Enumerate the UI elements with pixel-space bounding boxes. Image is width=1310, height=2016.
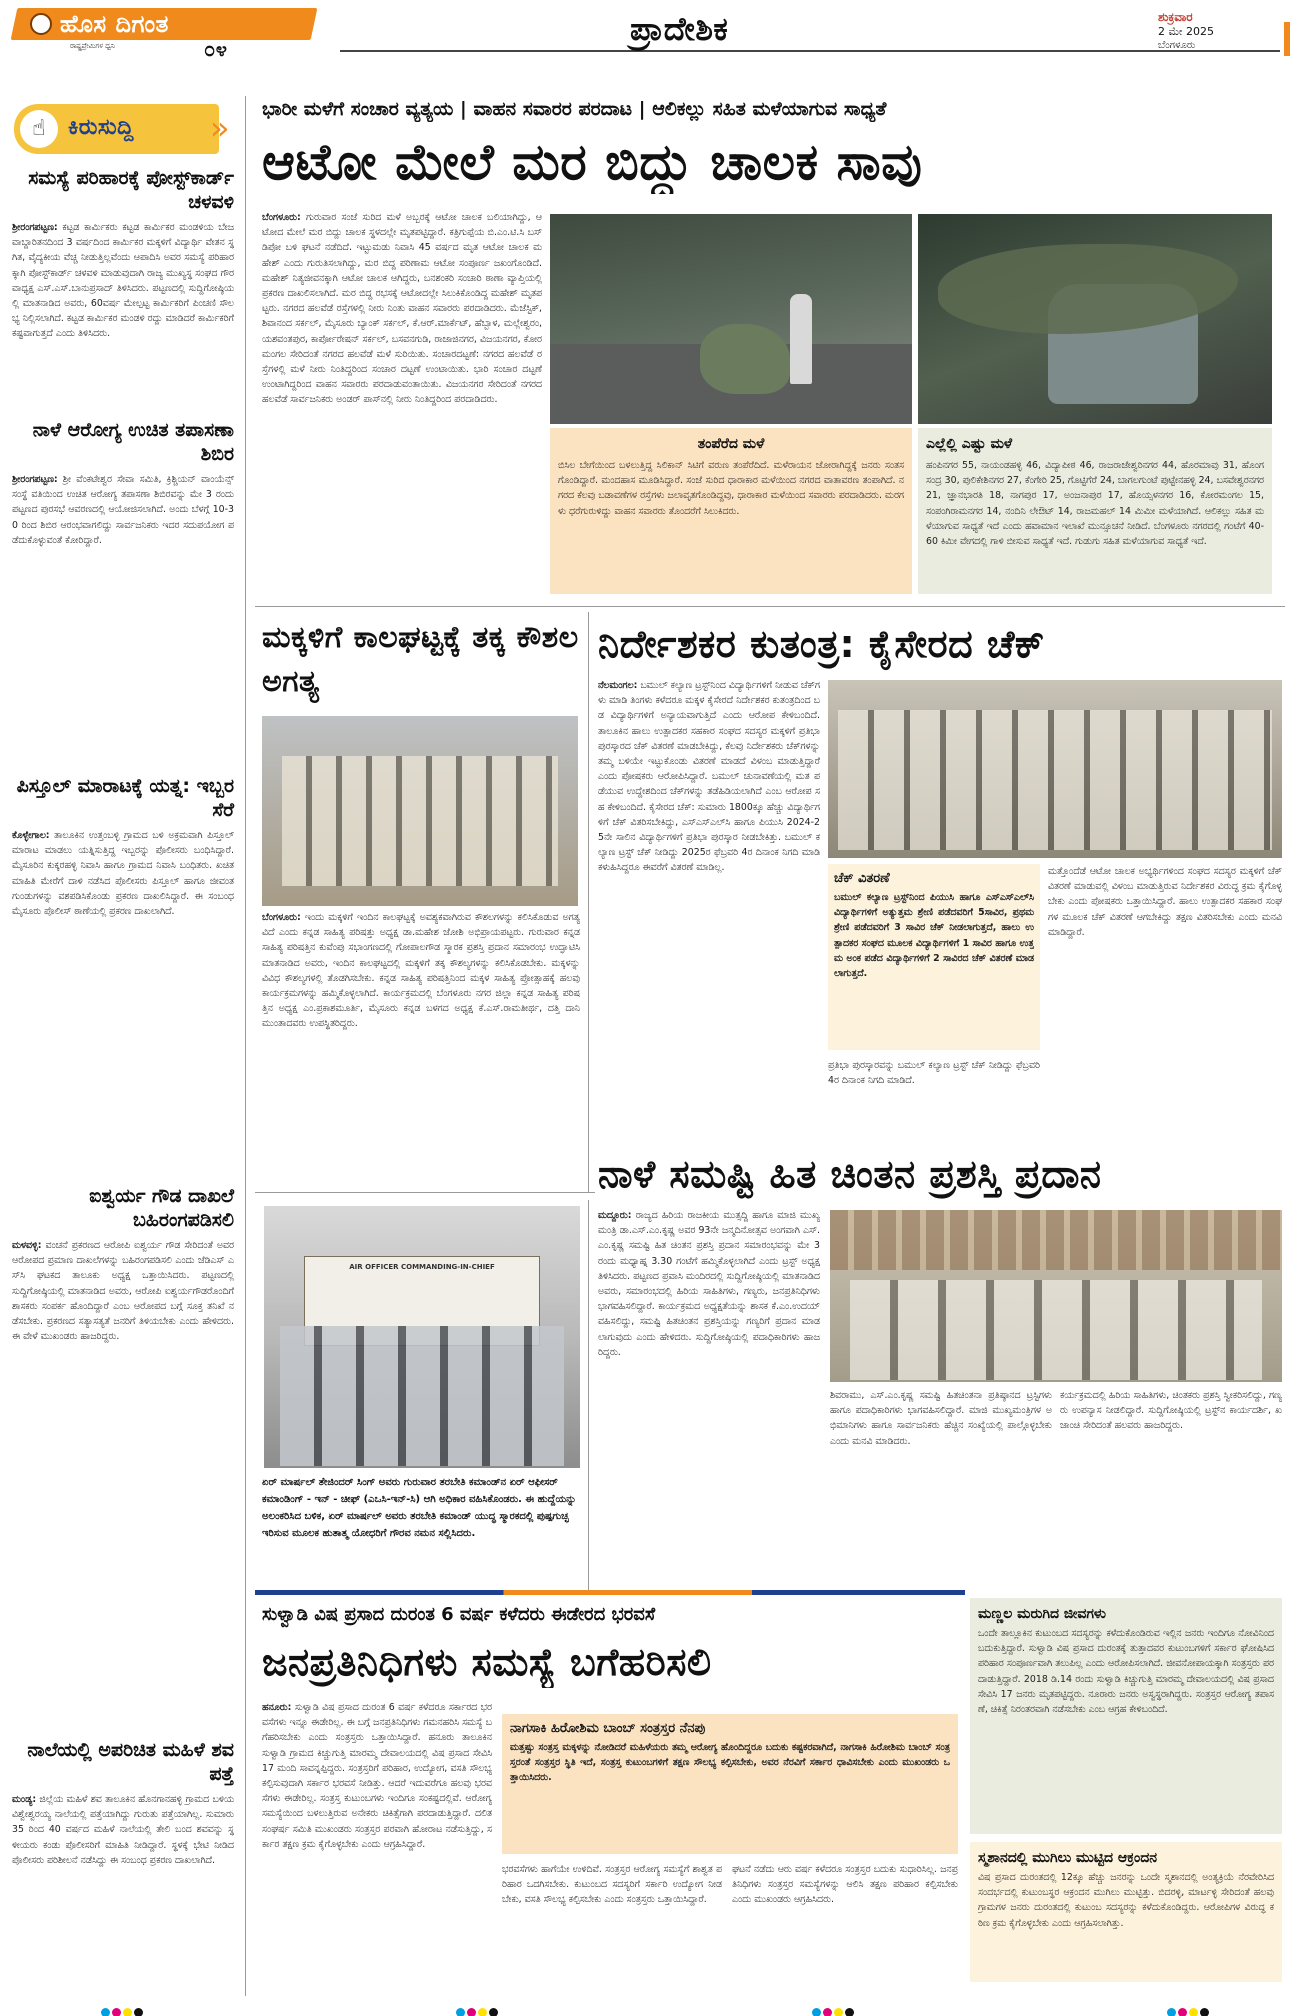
lives-box-body: ಒಂದೇ ತಾಲ್ಲೂಕಿನ ಕುಟುಂಬದ ಸದಸ್ಯರನ್ನು ಕಳೆದುಕೊಂಡಿರುವ ಇಲ್ಲಿನ ಜನರು ಇಂದಿಗೂ ನೋವಿನಿಂದ ಬದುಕುತ್ತಿದ್ದಾರೆ. ಸುಳ್ವಾಡಿ ವಿಷ ಪ್ರಸಾದ ದುರಂತಕ್ಕೆ ತುತ್ತಾದವರ ಕುಟುಂಬಗಳಿಗೆ ಸರ್ಕಾರ ಘೋಷಿಸಿದ ಪರಿಹಾರ ಸಂಪೂರ್ಣವಾಗಿ ತಲುಪಿಲ್ಲ ಎಂದು ಆರೋಪಿಸಲಾಗಿದೆ. ಜೀವನೋಪಾಯಕ್ಕಾಗಿ ಸಂತ್ರಸ್ತರು ಪರದಾಡುತ್ತಿದ್ದಾರೆ. 2018 ಡಿ.14 ರಂದು ಸುಳ್ವಾಡಿ ಕಿಚ್ಚುಗುತ್ತಿ ಮಾರಮ್ಮ ದೇವಾಲಯದಲ್ಲಿ ವಿಷ ಪ್ರಸಾದ ಸೇವಿಸಿ 17 ಜನರು ಮೃತಪಟ್ಟಿದ್ದರು. ನೂರಾರು ಜನರು ಅಸ್ವಸ್ಥರಾಗಿದ್ದರು. ಸಂತ್ರಸ್ತರ ಆರೋಗ್ಯ ತಪಾಸಣೆ, ಚಿಕಿತ್ಸೆ ನಿರಂತರವಾಗಿ ನಡೆಸಬೇಕು ಎಂಬ ಆಗ್ರಹ ಕೇಳಿಬಂದಿದೆ. bbox=[978, 1628, 1274, 1716]
brief-item bbox=[12, 166, 234, 456]
brief-item-title: ಐಶ್ವರ್ಯ ಗೌಡ ದಾಖಲೆ ಬಹಿರಂಗಪಡಿಸಲಿ bbox=[89, 1185, 234, 1231]
section-rule bbox=[255, 606, 1285, 607]
cheque-box-title: ಚೆಕ್ ವಿತರಣೆ bbox=[834, 871, 890, 886]
rain-box-where-body: ಹಂಪಿನಗರ 55, ನಾಯಂಡಹಳ್ಳಿ 46, ವಿದ್ಯಾಪೀಠ 46, ರಾಜರಾಜೇಶ್ವರಿನಗರ 44, ಹೊರಮಾವು 31, ಹೊಂಗಸಂದ್ರ 30, ಪುಲಿಕೇಶಿನಗರ 27, ಕೆಂಗೇರಿ 25, ಗೊಟ್ಟಿಗೆರೆ 24, ಬಾಗಲಗುಂಟೆ ಪುಟ್ಟೇನಹಳ್ಳಿ 24, ಬಸವೇಶ್ವರನಗರ 21, ಜ್ಞಾನಭಾರತಿ 18, ನಾಗಪುರ 17, ಅಂಜನಾಪುರ 17, ಹೊಯ್ಸಳನಗರ 16, ಕೋರಮಂಗಲ 15, ಸಂಪಂಗಿರಾಮನಗರ 14, ನಂದಿನಿ ಲೇಔಟ್ 14, ರಾಜಮಹಲ್ 14 ಮಿಮೀ ಮಳೆಯಾಗಿದೆ. ಆಲಿಕಲ್ಲು ಸಹಿತ ಮಳೆಯಾಗುವ ಸಾಧ್ಯತೆ ಇದೆ ಎಂದು ಹವಾಮಾನ ಇಲಾಖೆ ಮುನ್ಸೂಚನೆ ನೀಡಿದೆ. ಬೆಂಗಳೂರು ನಗರದಲ್ಲಿ ಗಂಟೆಗೆ 40-60 ಕಿಮೀ ವೇಗದಲ್ಲಿ ಗಾಳಿ ಬೀಸುವ ಸಾಧ್ಯತೆ ಇದೆ. ಗುಡುಗು ಸಹಿತ ಮಳೆಯಾಗುವ ಸಾಧ್ಯತೆ ಇದೆ. bbox=[926, 460, 1264, 548]
lives-box bbox=[970, 1598, 1282, 1834]
brief-item-text: ಶ್ರೀ ವೆಂಕಟೇಶ್ವರ ಸೇವಾ ಸಮಿತಿ, ಕ್ರಿಶ್ಚಿಯನ್ ವಾಂಯೆನ್ಸ್ ಸಂಸ್ಥೆ ವತಿಯಿಂದ ಉಚಿತ ಆರೋಗ್ಯ ತಪಾಸಣಾ ಶಿಬಿರವನ್ನು ಮೇ 3 ರಂದು ಪಟ್ಟಣದ ಪುರಸಭೆ ಆವರಣದಲ್ಲಿ ಆಯೋಜಿಸಲಾಗಿದೆ. ಅಂದು ಬೆಳಗ್ಗೆ 10-30 ರಿಂದ ಶಿಬಿರ ಆರಂಭವಾಗಲಿದ್ದು ಸಾರ್ವಜನಿಕರು ಇದರ ಸದುಪಯೋಗ ಪಡೆದುಕೊಳ್ಳುವಂತೆ ಕೋರಿದ್ದಾರೆ. bbox=[12, 474, 234, 546]
photo-bookshelf bbox=[830, 1210, 1282, 1270]
print-dots bbox=[100, 2002, 144, 2014]
page-number: ೦೪ bbox=[204, 37, 228, 61]
print-dots bbox=[455, 2002, 499, 2014]
hand-pointer-icon: ☝ bbox=[20, 110, 58, 148]
brief-item-body bbox=[12, 828, 234, 1232]
logo-text: ಹೊಸ ದಿಗಂತ bbox=[60, 10, 169, 38]
poison-dateline: ಹನೂರು: bbox=[262, 1702, 292, 1713]
print-dots bbox=[811, 2002, 855, 2014]
section-rule bbox=[255, 1192, 595, 1193]
skills-dateline: ಬೆಂಗಳೂರು: bbox=[262, 912, 301, 923]
brief-item-dateline: ಮಳವಳ್ಳಿ: bbox=[12, 1240, 42, 1251]
cemetery-box-body: ವಿಷ ಪ್ರಸಾದ ದುರಂತದಲ್ಲಿ 12ಕ್ಕೂ ಹೆಚ್ಚು ಜನರನ್ನು ಒಂದೇ ಸ್ಮಶಾನದಲ್ಲಿ ಅಂತ್ಯಕ್ರಿಯೆ ನೆರವೇರಿಸಿದ ಸಂದರ್ಭದಲ್ಲಿ ಕುಟುಂಬಸ್ಥರ ಆಕ್ರಂದನ ಮುಗಿಲು ಮುಟ್ಟಿತ್ತು. ಬಿದರಳ್ಳಿ, ಮಾರ್ಟಳ್ಳಿ ಸೇರಿದಂತೆ ಹಲವು ಗ್ರಾಮಗಳ ಜನರು ದುರಂತದಲ್ಲಿ ಕುಟುಂಬ ಸದಸ್ಯರನ್ನು ಕಳೆದುಕೊಂಡಿದ್ದರು. ಆರೋಪಿಗಳ ವಿರುದ್ಧ ಕಠಿಣ ಕ್ರಮ ಕೈಗೊಳ್ಳಬೇಕು ಎಂದು ಆಗ್ರಹಿಸಲಾಗಿತ್ತು. bbox=[978, 1872, 1274, 1929]
brief-item-title: ಪಿಸ್ತೂಲ್ ಮಾರಾಟಕ್ಕೆ ಯತ್ನ: ಇಬ್ಬರ ಸೆರೆ bbox=[16, 775, 234, 821]
skills-headline: ಮಕ್ಕಳಿಗೆ ಕಾಲಘಟ್ಟಕ್ಕೆ ತಕ್ಕ ಕೌಶಲ ಅಗತ್ಯ bbox=[262, 620, 579, 699]
date-block bbox=[1158, 10, 1278, 52]
brief-item-dateline: ಕೊಳ್ಳೇಗಾಲ: bbox=[12, 830, 50, 841]
brief-item-text: ಕಟ್ಟಡ ಕಾರ್ಮಿಕರು ಕಟ್ಟಡ ಕಾರ್ಮಿಕರ ಮಂಡಳಿಯ ಬೇಜವಾಬ್ದಾರಿತನದಿಂದ 3 ವರ್ಷದಿಂದ ಕಾರ್ಮಿಕರ ಮಕ್ಕಳಿಗೆ ವಿದ್ಯಾರ್ಥಿ ವೇತನ ಸ್ಥಗಿತ, ವೈದ್ಯಕೀಯ ವೆಚ್ಚ ನೀಡುತ್ತಿಲ್ಲವೆಂದು ಆಪಾದಿಸಿ ಅವರ ಸಮಸ್ಯೆ ಪರಿಹಾರಕ್ಕಾಗಿ ಪೋಸ್ಟ್‌ಕಾರ್ಡ್ ಚಳವಳಿ ಮಾಡುವುದಾಗಿ ರಾಜ್ಯ ಮುಖ್ಯಸ್ಥ ಸಂಘದ ಗೌರವಾಧ್ಯಕ್ಷ ಎಸ್.ಎಸ್.ಬಾನುಪ್ರಸಾದ್ ತಿಳಿಸಿದರು. ಪಟ್ಟಣದಲ್ಲಿ ಸುದ್ದಿಗೋಷ್ಠಿಯಲ್ಲಿ ಮಾತನಾಡಿದ ಅವರು, 60ವರ್ಷ ಮೇಲ್ಪಟ್ಟ ಕಾರ್ಮಿಕರಿಗೆ ಪಿಂಚಣಿ ಸೌಲಭ್ಯ ನಿಲ್ಲಿಸಲಾಗಿದೆ. ಕಟ್ಟಡ ಕಾರ್ಮಿಕರ ಮಂಡಳಿ ರದ್ದು ಮಾಡಿದರೆ ಕಾರ್ಮಿಕರಿಗೆ ಕಷ್ಟವಾಗುತ್ತದೆ ಎಂದು ತಿಳಿಸಿದರು. bbox=[12, 222, 234, 340]
rain-box-where bbox=[918, 428, 1272, 594]
brief-item bbox=[12, 1184, 234, 1684]
poison-box-body: ಮತ್ತಷ್ಟು ಸಂತ್ರಸ್ತ ಮಕ್ಕಳನ್ನು ನೋಡಿದರೆ ಮಹಿಳೆಯರು ತಮ್ಮ ಆರೋಗ್ಯ ಹೊಂದಿದ್ದರೂ ಬದುಕು ಕಷ್ಟಕರವಾಗಿದೆ, ನಾಗಸಾಕಿ ಹಿರೋಶಿಮ ಬಾಂಬ್ ಸಂತ್ರಸ್ತರಂತೆ ಸಂತ್ರಸ್ತರ ಸ್ಥಿತಿ ಇದೆ, ಸಂತ್ರಸ್ತ ಕುಟುಂಬಗಳಿಗೆ ತಕ್ಷಣ ಸೌಲಭ್ಯ ಕಲ್ಪಿಸಬೇಕು, ಅವರ ನೆರವಿಗೆ ಸರ್ಕಾರ ಧಾವಿಸಬೇಕು ಎಂದು ಮುಖಂಡರು ಒತ್ತಾಯಿಸಿದರು. bbox=[510, 1742, 950, 1784]
brief-label-badge bbox=[14, 104, 232, 154]
brief-item-dateline: ಮಂಡ್ಯ: bbox=[12, 1794, 37, 1805]
lead-photo-crushed-auto bbox=[918, 214, 1272, 424]
brief-item-body bbox=[12, 1238, 234, 1684]
col-divider bbox=[588, 1200, 589, 1590]
photo-foliage bbox=[700, 324, 790, 394]
cheque-body bbox=[598, 678, 820, 1136]
photo-officers bbox=[280, 1326, 564, 1466]
iaf-board-text: AIR OFFICER COMMANDING-IN-CHIEF bbox=[349, 1263, 495, 1271]
col-divider bbox=[245, 96, 246, 1996]
rain-box-cool bbox=[550, 428, 912, 594]
print-marks bbox=[100, 2002, 1210, 2014]
skills-body-text: ಇಂದು ಮಕ್ಕಳಿಗೆ ಇಂದಿನ ಕಾಲಘಟ್ಟಕ್ಕೆ ಅವಶ್ಯಕವಾಗಿರುವ ಕೌಶಲಗಳನ್ನು ಕಲಿಸಿಕೊಡುವ ಅಗತ್ಯವಿದೆ ಎಂದು ಕನ್ನಡ ಸಾಹಿತ್ಯ ಪರಿಷತ್ತು ಅಧ್ಯಕ್ಷ ಡಾ.ಮಹೇಶ ಜೋಶಿ ಅಭಿಪ್ರಾಯಪಟ್ಟರು. ಗುರುವಾರ ಕನ್ನಡ ಸಾಹಿತ್ಯ ಪರಿಷತ್ತಿನ ಕುವೆಂಪು ಸಭಾಂಗಣದಲ್ಲಿ ಗೋಪಾಲಗೌಡ ಸ್ಮಾರಕ ಪ್ರಶಸ್ತಿ ಪ್ರದಾನ ಸಮಾರಂಭ ಉದ್ಘಾಟಿಸಿ ಮಾತನಾಡಿದ ಅವರು, ಇಂದಿನ ಕಾಲಘಟ್ಟದಲ್ಲಿ ಮಕ್ಕಳಿಗೆ ತಕ್ಕ ಕೌಶಲ್ಯಗಳನ್ನು ಕಲಿಸಿಕೊಡಬೇಕು. ಮಕ್ಕಳನ್ನು ವಿವಿಧ ಕೌಶಲ್ಯಗಳಲ್ಲಿ ತೊಡಗಿಸಬೇಕು. ಕನ್ನಡ ಸಾಹಿತ್ಯ ಪರಿಷತ್ತಿನಿಂದ ಮಕ್ಕಳ ಸಾಹಿತ್ಯ ಪ್ರೋತ್ಸಾಹಕ್ಕೆ ಹಲವು ಕಾರ್ಯಕ್ರಮಗಳನ್ನು ಹಮ್ಮಿಕೊಳ್ಳಲಾಗಿದೆ. ಕಾರ್ಯಕ್ರಮದಲ್ಲಿ ಬೆಂಗಳೂರು ನಗರ ಜಿಲ್ಲಾ ಕನ್ನಡ ಸಾಹಿತ್ಯ ಪರಿಷತ್ತಿನ ಅಧ್ಯಕ್ಷ ಎಂ.ಪ್ರಕಾಶಮೂರ್ತಿ, ಮೈಸೂರು ಕನ್ನಡ ಬಳಗದ ಅಧ್ಯಕ್ಷ ಕೆ.ಎಸ್.ರಾಮತೀರ್ಥ, ದತ್ತಿ ದಾನಿ ಮುಂತಾದವರು ಉಪಸ್ಥಿತರಿದ್ದರು. bbox=[262, 912, 580, 1030]
brief-item-dateline: ಶ್ರೀರಂಗಪಟ್ಟಣ: bbox=[12, 222, 58, 233]
city-label: ಬೆಂಗಳೂರು bbox=[1158, 40, 1196, 51]
award-body-text: ರಾಜ್ಯದ ಹಿರಿಯ ರಾಜಕೀಯ ಮುತ್ಸದ್ದಿ ಹಾಗೂ ಮಾಜಿ ಮುಖ್ಯಮಂತ್ರಿ ಡಾ.ಎಸ್.ಎಂ.ಕೃಷ್ಣ ಅವರ 93ನೇ ಜನ್ಮದಿನೋತ್ಸವ ಅಂಗವಾಗಿ ಎಸ್.ಎಂ.ಕೃಷ್ಣ ಸಮಷ್ಟಿ ಹಿತ ಚಿಂತನ ಪ್ರಶಸ್ತಿ ಪ್ರದಾನ ಸಮಾರಂಭವನ್ನು ಮೇ 3 ರಂದು ಮಧ್ಯಾಹ್ನ 3.30 ಗಂಟೆಗೆ ಹಮ್ಮಿಕೊಳ್ಳಲಾಗಿದೆ ಎಂದು ಟ್ರಸ್ಟ್ ಅಧ್ಯಕ್ಷ ತಿಳಿಸಿದರು. ಪಟ್ಟಣದ ಪ್ರವಾಸಿ ಮಂದಿರದಲ್ಲಿ ಸುದ್ದಿಗೋಷ್ಠಿಯಲ್ಲಿ ಮಾತನಾಡಿದ ಅವರು, ಸಮಾರಂಭದಲ್ಲಿ ಹಿರಿಯ ಸಾಹಿತಿಗಳು, ಗಣ್ಯರು, ಜನಪ್ರತಿನಿಧಿಗಳು ಭಾಗವಹಿಸಲಿದ್ದಾರೆ. ಕಾರ್ಯಕ್ರಮದ ಅಧ್ಯಕ್ಷತೆಯನ್ನು ಶಾಸಕ ಕೆ.ಎಂ.ಉದಯ್ ವಹಿಸಲಿದ್ದು, ಸಮಷ್ಟಿ ಹಿತಚಿಂತನ ಪ್ರಶಸ್ತಿಯನ್ನು ಗಣ್ಯರಿಗೆ ಪ್ರದಾನ ಮಾಡಲಾಗುವುದು ಎಂದು ಹೇಳಿದರು. ಸುದ್ದಿಗೋಷ್ಠಿಯಲ್ಲಿ ಪದಾಧಿಕಾರಿಗಳು ಹಾಜರಿದ್ದರು. bbox=[598, 1210, 820, 1358]
brief-item-text: ತಾಲೂಕಿನ ಉತ್ತಂಬಳ್ಳಿ ಗ್ರಾಮದ ಬಳಿ ಅಕ್ರಮವಾಗಿ ಪಿಸ್ತೂಲ್ ಮಾರಾಟ ಮಾಡಲು ಯತ್ನಿಸುತ್ತಿದ್ದ ಇಬ್ಬರನ್ನು ಪೊಲೀಸರು ಬಂಧಿಸಿದ್ದಾರೆ. ಮೈಸೂರಿನ ಕುಕ್ಕರಹಳ್ಳಿ ನಿವಾಸಿ ಹಾಗೂ ಗ್ರಾಮದ ನಿವಾಸಿ ಬಂಧಿತರು. ಖಚಿತ ಮಾಹಿತಿ ಮೇರೆಗೆ ದಾಳಿ ನಡೆಸಿದ ಪೊಲೀಸರು ಪಿಸ್ತೂಲ್ ಹಾಗೂ ಜೀವಂತ ಗುಂಡುಗಳನ್ನು ವಶಪಡಿಸಿಕೊಂಡು ಪ್ರಕರಣ ದಾಖಲಿಸಿದ್ದಾರೆ. ಈ ಸಂಬಂಧ ಮೈಸೂರು ಪೊಲೀಸ್ ಠಾಣೆಯಲ್ಲಿ ಪ್ರಕರಣ ದಾಖಲಾಗಿದೆ. bbox=[12, 830, 234, 918]
brief-label: ಕಿರುಸುದ್ದಿ bbox=[68, 115, 134, 140]
brief-item-title: ನಾಲೆಯಲ್ಲಿ ಅಪರಿಚಿತ ಮಹಿಳೆ ಶವ ಪತ್ತೆ bbox=[27, 1739, 234, 1785]
cheque-body-text: ಬಮುಲ್ ಕಲ್ಯಾಣ ಟ್ರಸ್ಟ್‌ನಿಂದ ವಿದ್ಯಾರ್ಥಿಗಳಿಗೆ ನೀಡುವ ಚೆಕ್‌ಗಳು ಮಾಡಿ ತಿಂಗಳು ಕಳೆದರೂ ಮಕ್ಕಳ ಕೈಸೇರದೆ ನಿರ್ದೇಶಕರ ಕುತಂತ್ರದಿಂದ ಬಡ ವಿದ್ಯಾರ್ಥಿಗಳಿಗೆ ಅನ್ಯಾಯವಾಗುತ್ತಿದೆ ಎಂದು ಆರೋಪ ಕೇಳಿಬಂದಿದೆ. ತಾಲೂಕಿನ ಹಾಲು ಉತ್ಪಾದಕರ ಸಹಕಾರ ಸಂಘದ ಸದಸ್ಯರ ಮಕ್ಕಳಿಗೆ ಪ್ರತಿಭಾ ಪುರಸ್ಕಾರದ ಚೆಕ್ ವಿತರಣೆ ಮಾಡಬೇಕಿದ್ದು, ಕೆಲವು ನಿರ್ದೇಶಕರು ಚೆಕ್‌ಗಳನ್ನು ತಮ್ಮ ಬಳಿಯೇ ಇಟ್ಟುಕೊಂಡು ವಿತರಣೆ ಮಾಡದೆ ವಿಳಂಬ ಮಾಡುತ್ತಿದ್ದಾರೆ ಎಂದು ಪೋಷಕರು ಆರೋಪಿಸಿದ್ದಾರೆ. ಬಮುಲ್ ಚುನಾವಣೆಯಲ್ಲಿ ಮತ ಪಡೆಯುವ ಉದ್ದೇಶದಿಂದ ಚೆಕ್‌ಗಳನ್ನು ತಡೆಹಿಡಿಯಲಾಗಿದೆ ಎಂಬ ಆರೋಪ ಸಹ ಕೇಳಿಬಂದಿದೆ. ಕೈಸೇರದ ಚೆಕ್: ಸುಮಾರು 1800ಕ್ಕೂ ಹೆಚ್ಚು ವಿದ್ಯಾರ್ಥಿಗಳಿಗೆ ಚೆಕ್ ವಿತರಿಸಬೇಕಿದ್ದು, ಎಸ್‌ಎಸ್‌ಎಲ್‌ಸಿ ಹಾಗೂ ಪಿಯುಸಿ 2024-25ನೇ ಸಾಲಿನ ವಿದ್ಯಾರ್ಥಿಗಳಿಗೆ ಪ್ರತಿಭಾ ಪುರಸ್ಕಾರ ನೀಡಬೇಕಿತ್ತು. ಬಮುಲ್ ಕಲ್ಯಾಣ ಟ್ರಸ್ಟ್ ಚೆಕ್ ನೀಡಿದ್ದು 2025ರ ಫೆಬ್ರವರಿ 4ರ ದಿನಾಂಕ ನಿಗದಿ ಮಾಡಿ ಕಳುಹಿಸಿದ್ದರೂ ಈವರೆಗೆ ವಿತರಣೆ ಮಾಡಿಲ್ಲ. bbox=[598, 680, 820, 874]
award-headline: ನಾಳೆ ಸಮಷ್ಟಿ ಹಿತ ಚಿಂತನ ಪ್ರಶಸ್ತಿ ಪ್ರದಾನ bbox=[598, 1152, 1102, 1196]
col-divider bbox=[588, 612, 589, 1192]
skills-photo-award-ceremony bbox=[262, 716, 578, 906]
lead-kicker: ಭಾರೀ ಮಳೆಗೆ ಸಂಚಾರ ವ್ಯತ್ಯಯ | ವಾಹನ ಸವಾರರ ಪರದಾಟ | ಆಲಿಕಲ್ಲು ಸಹಿತ ಮಳೆಯಾಗುವ ಸಾಧ್ಯತೆ bbox=[262, 98, 887, 120]
brief-item bbox=[12, 774, 234, 1232]
logo-sun-icon bbox=[30, 13, 52, 35]
brief-item-text: ವಂಚನೆ ಪ್ರಕರಣದ ಆರೋಪಿ ಐಶ್ವರ್ಯ ಗೌಡ ಸೇರಿದಂತೆ ಅವರ ಆರೋಪದ ಪ್ರಮಾಣ ದಾಖಲೆಗಳನ್ನು ಬಹಿರಂಗಪಡಿಸಲಿ ಎಂದು ಜೆಡಿಎಸ್ ಎಸ್‌ಸಿ ಘಟಕದ ತಾಲೂಕು ಅಧ್ಯಕ್ಷ ಒತ್ತಾಯಿಸಿದರು. ಪಟ್ಟಣದಲ್ಲಿ ಸುದ್ದಿಗೋಷ್ಠಿಯಲ್ಲಿ ಮಾತನಾಡಿದ ಅವರು, ಆರೋಪಿ ಐಶ್ವರ್ಯಗೌಡರೊಂದಿಗೆ ಶಾಸಕರು ಸಂಪರ್ಕ ಹೊಂದಿದ್ದಾರೆ ಎಂಬ ಆರೋಪದ ಬಗ್ಗೆ ಸೂಕ್ತ ತನಿಖೆ ನಡೆಸಬೇಕು. ಪ್ರಕರಣದ ಸತ್ಯಾಸತ್ಯತೆ ಜನರಿಗೆ ತಿಳಿಯಬೇಕು ಎಂದು ಹೇಳಿದರು. ಈ ವೇಳೆ ಮುಖಂಡರು ಹಾಜರಿದ್ದರು. bbox=[12, 1240, 234, 1343]
masthead-side-bar bbox=[1284, 22, 1290, 56]
cheque-headline: ನಿರ್ದೇಶಕರ ಕುತಂತ್ರ: ಕೈಸೇರದ ಚೆಕ್ bbox=[598, 622, 1045, 666]
poison-box bbox=[502, 1714, 958, 1854]
brief-item bbox=[12, 1738, 234, 1992]
poison-headline: ಜನಪ್ರತಿನಿಧಿಗಳು ಸಮಸ್ಯೆ ಬಗೆಹರಿಸಲಿ bbox=[262, 1640, 712, 1684]
rain-box-where-title: ಎಲ್ಲೆಲ್ಲಿ ಎಷ್ಟು ಮಳೆ bbox=[926, 436, 1013, 452]
day-label: ಶುಕ್ರವಾರ bbox=[1158, 10, 1193, 24]
poison-body-cont2: ಘಟನೆ ನಡೆದು ಆರು ವರ್ಷ ಕಳೆದರೂ ಸಂತ್ರಸ್ತರ ಬದುಕು ಸುಧಾರಿಸಿಲ್ಲ. ಜನಪ್ರತಿನಿಧಿಗಳು ಸಂತ್ರಸ್ತರ ಸಮಸ್ಯೆಗಳನ್ನು ಆಲಿಸಿ ತಕ್ಷಣ ಪರಿಹಾರ ಕಲ್ಪಿಸಬೇಕು ಎಂದು ಮುಖಂಡರು ಆಗ್ರಹಿಸಿದರು. bbox=[732, 1864, 958, 1906]
brief-item-title: ಸಮಸ್ಯೆ ಪರಿಹಾರಕ್ಕೆ ಪೋಸ್ಟ್‌ಕಾರ್ಡ್ ಚಳವಳಿ bbox=[28, 167, 234, 213]
brief-item-dateline: ಶ್ರೀರಂಗಪಟ್ಟಣ: bbox=[12, 474, 58, 485]
brief-item-text: ಜಿಲ್ಲೆಯ ಮಹಿಳೆ ಶವ ತಾಲೂಕಿನ ಹೊನಗಾನಹಳ್ಳಿ ಗ್ರಾಮದ ಬಳಿಯ ವಿಶ್ವೇಶ್ವರಯ್ಯ ನಾಲೆಯಲ್ಲಿ ಪತ್ತೆಯಾಗಿದ್ದು ಗುರುತು ಪತ್ತೆಯಾಗಿಲ್ಲ. ಸುಮಾರು 35 ರಿಂದ 40 ವರ್ಷದ ಮಹಿಳೆ ನಾಲೆಯಲ್ಲಿ ತೇಲಿ ಬಂದ ಶವವನ್ನು ಸ್ಥಳೀಯರು ಕಂಡು ಪೊಲೀಸರಿಗೆ ಮಾಹಿತಿ ನೀಡಿದ್ದಾರೆ. ಸ್ಥಳಕ್ಕೆ ಭೇಟಿ ನೀಡಿದ ಪೊಲೀಸರು ಪರಿಶೀಲನೆ ನಡೆಸಿದ್ದು ಈ ಸಂಬಂಧ ಪ್ರಕರಣ ದಾಖಲಾಗಿದೆ. bbox=[12, 1794, 234, 1866]
poison-body-text: ಸುಳ್ವಾಡಿ ವಿಷ ಪ್ರಸಾದ ದುರಂತ 6 ವರ್ಷ ಕಳೆದರೂ ಸರ್ಕಾರದ ಭರವಸೆಗಳು ಇನ್ನೂ ಈಡೇರಿಲ್ಲ. ಈ ಬಗ್ಗೆ ಜನಪ್ರತಿನಿಧಿಗಳು ಗಮನಹರಿಸಿ ಸಮಸ್ಯೆ ಬಗೆಹರಿಸಬೇಕು ಎಂದು ಸಂತ್ರಸ್ತರು ಒತ್ತಾಯಿಸಿದ್ದಾರೆ. ಹನೂರು ತಾಲೂಕಿನ ಸುಳ್ವಾಡಿ ಗ್ರಾಮದ ಕಿಚ್ಚುಗುತ್ತಿ ಮಾರಮ್ಮ ದೇವಾಲಯದಲ್ಲಿ ವಿಷ ಪ್ರಸಾದ ಸೇವಿಸಿ 17 ಮಂದಿ ಸಾವನ್ನಪ್ಪಿದ್ದರು. ಸಂತ್ರಸ್ತರಿಗೆ ಪರಿಹಾರ, ಉದ್ಯೋಗ, ವಸತಿ ಸೌಲಭ್ಯ ಕಲ್ಪಿಸುವುದಾಗಿ ಸರ್ಕಾರ ಭರವಸೆ ನೀಡಿತ್ತು. ಆದರೆ ಇದುವರೆಗೂ ಹಲವು ಭರವಸೆಗಳು ಈಡೇರಿಲ್ಲ. ಸಂತ್ರಸ್ತ ಕುಟುಂಬಗಳು ಇಂದಿಗೂ ಸಂಕಷ್ಟದಲ್ಲಿವೆ. ಆರೋಗ್ಯ ಸಮಸ್ಯೆಯಿಂದ ಬಳಲುತ್ತಿರುವ ಅನೇಕರು ಚಿಕಿತ್ಸೆಗಾಗಿ ಪರದಾಡುತ್ತಿದ್ದಾರೆ. ದಲಿತ ಸಂಘರ್ಷ ಸಮಿತಿ ಮುಖಂಡರು ಸಂತ್ರಸ್ತರ ಪರವಾಗಿ ಹೋರಾಟ ನಡೆಸುತ್ತಿದ್ದು, ಸರ್ಕಾರ ತಕ್ಷಣ ಕ್ರಮ ಕೈಗೊಳ್ಳಬೇಕು ಎಂದು ಆಗ್ರಹಿಸಿದ್ದಾರೆ. bbox=[262, 1702, 492, 1850]
brief-item-title: ನಾಳೆ ಆರೋಗ್ಯ ಉಚಿತ ತಪಾಸಣಾ ಶಿಬಿರ bbox=[32, 419, 234, 465]
cheque-dateline: ನೆಲಮಂಗಲ: bbox=[598, 680, 638, 691]
cheque-photo-students bbox=[828, 680, 1282, 858]
color-rule bbox=[255, 1590, 965, 1595]
photo-group bbox=[282, 756, 558, 886]
lead-dateline: ಬೆಂಗಳೂರು: bbox=[262, 212, 301, 223]
brief-item bbox=[12, 418, 234, 760]
award-body-cont2: ಕರ್ಯಕ್ರಮದಲ್ಲಿ ಹಿರಿಯ ಸಾಹಿತಿಗಳು, ಚಿಂತಕರು ಪ್ರಶಸ್ತಿ ಸ್ವೀಕರಿಸಲಿದ್ದು, ಗಣ್ಯರು ಉಪನ್ಯಾಸ ನೀಡಲಿದ್ದಾರೆ. ಸುದ್ದಿಗೋಷ್ಠಿಯಲ್ಲಿ ಟ್ರಸ್ಟ್‌ನ ಕಾರ್ಯದರ್ಶಿ, ಖಜಾಂಚಿ ಸೇರಿದಂತೆ ಹಲವರು ಹಾಜರಿದ್ದರು. bbox=[1060, 1390, 1282, 1432]
poison-box-title: ನಾಗಸಾಕಿ ಹಿರೋಶಿಮ ಬಾಂಬ್ ಸಂತ್ರಸ್ತರ ನೆನಪು bbox=[510, 1721, 706, 1736]
cemetery-box bbox=[970, 1842, 1282, 1982]
masthead-rule bbox=[340, 50, 1280, 52]
masthead-logo-bg bbox=[14, 8, 324, 60]
photo-person bbox=[790, 294, 812, 384]
award-body bbox=[598, 1208, 820, 1584]
skills-body bbox=[262, 910, 580, 1182]
photo-students-row bbox=[838, 710, 1272, 850]
cemetery-box-title: ಸ್ಮಶಾನದಲ್ಲಿ ಮುಗಿಲು ಮುಟ್ಟಿದ ಆಕ್ರಂದನ bbox=[978, 1850, 1158, 1866]
logo-tagline: ರಾಷ್ಟ್ರಪ್ರೇಮಿಗಳ ಧ್ವನಿ bbox=[70, 42, 115, 50]
masthead bbox=[10, 6, 1300, 62]
poison-body bbox=[262, 1700, 492, 1996]
lead-body bbox=[262, 210, 542, 594]
rain-box-cool-body: ಬಿಸಿಲ ಬೇಗೆಯಿಂದ ಬಳಲುತ್ತಿದ್ದ ಸಿಲಿಕಾನ್ ಸಿಟಿಗೆ ವರುಣ ತಂಪೆರೆದಿದೆ. ಮಳೆರಾಯನ ಜೋರಾಗಿದ್ದಕ್ಕೆ ಜನರು ಸಂತಸಗೊಂಡಿದ್ದಾರೆ. ಮಂದಹಾಸ ಮೂಡಿಸಿದ್ದಾರೆ. ಸಂಜೆ ಸುರಿದ ಧಾರಾಕಾರ ಮಳೆಯಿಂದ ನಗರದ ವಾತಾವರಣ ತಂಪಾಗಿದೆ. ನಗರದ ಕೆಲವು ಬಡಾವಣೆಗಳ ರಸ್ತೆಗಳು ಜಲಾವೃತಗೊಂಡಿದ್ದವು, ಧಾರಾಕಾರ ಮಳೆಯಿಂದ ಸವಾರರು ಪರದಾಡಿದರು. ಮರಗಳು ಧರೆಗುರುಳಿದ್ದು ವಾಹನ ಸವಾರರು ತೊಂದರೆಗೆ ಸಿಲುಕಿದರು. bbox=[558, 460, 904, 517]
cheque-box-body: ಬಮುಲ್ ಕಲ್ಯಾಣ ಟ್ರಸ್ಟ್‌ನಿಂದ ಪಿಯುಸಿ ಹಾಗೂ ಎಸ್‌ಎಸ್‌ಎಲ್‌ಸಿ ವಿದ್ಯಾರ್ಥಿಗಳಿಗೆ ಅತ್ಯುತ್ತಮ ಶ್ರೇಣಿ ಪಡೆದವರಿಗೆ 5ಸಾವಿರ, ಪ್ರಥಮ ಶ್ರೇಣಿ ಪಡೆದವರಿಗೆ 3 ಸಾವಿರ ಚೆಕ್ ನೀಡಲಾಗುತ್ತದೆ, ಹಾಲು ಉತ್ಪಾದಕರ ಸಂಘದ ಮೂಲಕ ವಿದ್ಯಾರ್ಥಿಗಳಿಗೆ 1 ಸಾವಿರ ಹಾಗೂ ಉತ್ತಮ ಅಂಕ ಪಡೆದ ವಿದ್ಯಾರ್ಥಿಗಳಿಗೆ 2 ಸಾವಿರದ ಚೆಕ್ ವಿತರಣೆ ಮಾಡಲಾಗುತ್ತದೆ. bbox=[834, 892, 1034, 980]
poison-body-cont: ಭರವಸೆಗಳು ಹಾಗೆಯೇ ಉಳಿದಿವೆ. ಸಂತ್ರಸ್ತರ ಆರೋಗ್ಯ ಸಮಸ್ಯೆಗೆ ಶಾಶ್ವತ ಪರಿಹಾರ ಒದಗಿಸಬೇಕು. ಕುಟುಂಬದ ಸದಸ್ಯರಿಗೆ ಸರ್ಕಾರಿ ಉದ್ಯೋಗ ನೀಡಬೇಕು, ವಸತಿ ಸೌಲಭ್ಯ ಕಲ್ಪಿಸಬೇಕು ಎಂದು ಸಂತ್ರಸ್ತರು ಒತ್ತಾಯಿಸಿದ್ದಾರೆ. bbox=[502, 1864, 722, 1906]
lead-body-text: ಗುರುವಾರ ಸಂಜೆ ಸುರಿದ ಮಳೆ ಅಬ್ಬರಕ್ಕೆ ಆಟೋ ಚಾಲಕ ಬಲಿಯಾಗಿದ್ದು, ಆಟೋದ ಮೇಲೆ ಮರ ಬಿದ್ದು ಚಾಲಕ ಸ್ಥಳದಲ್ಲೇ ಮೃತಪಟ್ಟಿದ್ದಾರೆ. ಕತ್ರಿಗುಪ್ಪೆಯ ಬಿ.ಎಂ.ಟಿ.ಸಿ ಬಸ್ ಡಿಪೋ ಬಳಿ ಘಟನೆ ನಡೆದಿದೆ. ಇಟ್ಟುಮಡು ನಿವಾಸಿ 45 ವರ್ಷದ ಮೃತ ಆಟೋ ಚಾಲಕ ಮಹೇಶ್ ಎಂದು ಗುರುತಿಸಲಾಗಿದ್ದು, ಮರ ಬಿದ್ದ ಪರಿಣಾಮ ಆಟೋ ಸಂಪೂರ್ಣ ಜಖಂಗೊಂಡಿದೆ. ಮಹೇಶ್ ನಿತ್ಯಜೀವನಕ್ಕಾಗಿ ಆಟೋ ಚಾಲಕ ಆಗಿದ್ದರು, ಬನಶಂಕರಿ ಸಂಚಾರಿ ಠಾಣಾ ವ್ಯಾಪ್ತಿಯಲ್ಲಿ ಪ್ರಕರಣ ದಾಖಲಿಸಲಾಗಿದೆ. ಮರ ಬಿದ್ದ ರಭಸಕ್ಕೆ ಆಟೋದಲ್ಲೇ ಸಿಲುಕಿಕೊಂಡಿದ್ದ ಮಹೇಶ್ ಮೃತಪಟ್ಟರು. ನಗರದ ಹಲವೆಡೆ ರಸ್ತೆಗಳಲ್ಲಿ ನೀರು ನಿಂತು ವಾಹನ ಸವಾರರು ಪರದಾಡಿದರು. ಮೆಜೆಸ್ಟಿಕ್, ಶಿವಾನಂದ ಸರ್ಕಲ್, ಮೈಸೂರು ಬ್ಯಾಂಕ್ ಸರ್ಕಲ್, ಕೆ.ಆರ್.ಮಾರ್ಕೆಟ್, ಹೆಬ್ಬಾಳ, ಮಲ್ಲೇಶ್ವರಂ, ಯಶವಂತಪುರ, ಕಾರ್ಪೋರೇಷನ್ ಸರ್ಕಲ್, ಬಸವನಗುಡಿ, ರಾಜಾಜಿನಗರ, ವಿಜಯನಗರ, ಕೋರಮಂಗಲ ಸೇರಿದಂತೆ ನಗರದ ಹಲವೆಡೆ ಮಳೆ ಸುರಿಯಿತು. ಸಂಚಾರದಟ್ಟಣೆ: ನಗರದ ಹಲವೆಡೆ ರಸ್ತೆಗಳಲ್ಲಿ ಮಳೆ ನೀರು ನಿಂತಿದ್ದರಿಂದ ಸಂಚಾರ ದಟ್ಟಣೆ ಉಂಟಾಯಿತು. ಭಾರಿ ಸಂಚಾರ ದಟ್ಟಣೆ ಉಂಟಾಗಿದ್ದರಿಂದ ವಾಹನ ಸವಾರರು ಪರದಾಡುವಂತಾಯಿತು. ವಿಜಯನಗರ ಸೇರಿದಂತೆ ನಗರದ ಹಲವೆಡೆ ಸಾರ್ವಜನಿಕರು ಅಂಡರ್ ಪಾಸ್‌ನಲ್ಲಿ ನೀರು ನಿಂತಿದ್ದರಿಂದ ಪರದಾಡಿದರು. bbox=[262, 212, 542, 406]
brief-item-body bbox=[12, 472, 234, 760]
lives-box-title: ಮಣ್ಣಲ ಮರುಗಿದ ಜೀವಗಳು bbox=[978, 1606, 1106, 1622]
lead-headline: ಆಟೋ ಮೇಲೆ ಮರ ಬಿದ್ದು ಚಾಲಕ ಸಾವು bbox=[262, 133, 923, 191]
poison-kicker: ಸುಳ್ವಾಡಿ ವಿಷ ಪ್ರಸಾದ ದುರಂತ 6 ವರ್ಷ ಕಳೆದರು ಈಡೇರದ ಭರವಸೆ bbox=[262, 1604, 656, 1625]
photo-people-table bbox=[850, 1280, 1262, 1380]
award-dateline: ಮದ್ದೂರು: bbox=[598, 1210, 632, 1221]
cheque-body-cont: ಮತ್ತೊಂದೆಡೆ ಆಟೋ ಚಾಲಕ ಅಭ್ಯರ್ಥಿಗಳಿಂದ ಸಂಘದ ಸದಸ್ಯರ ಮಕ್ಕಳಿಗೆ ಚೆಕ್ ವಿತರಣೆ ಮಾಡುವಲ್ಲಿ ವಿಳಂಬ ಮಾಡುತ್ತಿರುವ ನಿರ್ದೇಶಕರ ವಿರುದ್ಧ ಕ್ರಮ ಕೈಗೊಳ್ಳಬೇಕು ಎಂದು ಪೋಷಕರು ಒತ್ತಾಯಿಸಿದ್ದಾರೆ. ಹಾಲು ಉತ್ಪಾದಕರ ಸಹಕಾರ ಸಂಘಗಳ ಮೂಲಕ ಚೆಕ್ ವಿತರಣೆ ಆಗಬೇಕಿದ್ದು ತಕ್ಷಣ ವಿತರಿಸಬೇಕು ಎಂದು ಮನವಿ ಮಾಡಿದ್ದಾರೆ. bbox=[1048, 866, 1282, 938]
cheque-body-cont2: ಪ್ರತಿಭಾ ಪುರಸ್ಕಾರವನ್ನು ಬಮುಲ್ ಕಲ್ಯಾಣ ಟ್ರಸ್ಟ್ ಚೆಕ್ ನೀಡಿದ್ದು ಫೆಬ್ರವರಿ 4ರ ದಿನಾಂಕ ನಿಗದಿ ಮಾಡಿದೆ. bbox=[828, 1060, 1040, 1087]
award-body-cont: ಶಿವರಾಮು, ಎಸ್.ಎಂ.ಕೃಷ್ಣ ಸಮಷ್ಟಿ ಹಿತಚಿಂತನಾ ಪ್ರತಿಷ್ಠಾನದ ಟ್ರಸ್ಟಿಗಳು ಹಾಗೂ ಪದಾಧಿಕಾರಿಗಳು ಭಾಗವಹಿಸಲಿದ್ದಾರೆ. ಮಾಜಿ ಮುಖ್ಯಮಂತ್ರಿಗಳ ಅಭಿಮಾನಿಗಳು ಹಾಗೂ ಸಾರ್ವಜನಿಕರು ಹೆಚ್ಚಿನ ಸಂಖ್ಯೆಯಲ್ಲಿ ಪಾಲ್ಗೊಳ್ಳಬೇಕು ಎಂದು ಮನವಿ ಮಾಡಿದರು. bbox=[830, 1390, 1052, 1447]
date-label: 2 ಮೇ 2025 bbox=[1158, 25, 1215, 38]
brief-item-body bbox=[12, 1792, 234, 1992]
award-photo-press-meet bbox=[830, 1210, 1282, 1382]
rain-box-cool-title: ತಂಪೆರೆದ ಮಳೆ bbox=[697, 436, 765, 452]
lead-photo-fallen-tree bbox=[550, 214, 912, 424]
print-dots bbox=[1166, 2002, 1210, 2014]
iaf-caption: ಏರ್ ಮಾರ್ಷಲ್ ತೇಜಿಂದರ್ ಸಿಂಗ್ ಅವರು ಗುರುವಾರ ತರಬೇತಿ ಕಮಾಂಡ್‌ನ ಏರ್ ಆಫೀಸರ್ ಕಮಾಂಡಿಂಗ್ - ಇನ್ - ಚೀಫ್ (ಎಒಸಿ-ಇನ್-ಸಿ) ಆಗಿ ಅಧಿಕಾರ ವಹಿಸಿಕೊಂಡರು. ಈ ಹುದ್ದೆಯನ್ನು ಅಲಂಕರಿಸಿದ ಬಳಿಕ, ಏರ್ ಮಾರ್ಷಲ್ ಅವರು ತರಬೇತಿ ಕಮಾಂಡ್ ಯುದ್ಧ ಸ್ಮಾರಕದಲ್ಲಿ ಪುಷ್ಪಗುಚ್ಛ ಇರಿಸುವ ಮೂಲಕ ಹುತಾತ್ಮ ಯೋಧರಿಗೆ ಗೌರವ ನಮನ ಸಲ್ಲಿಸಿದರು. bbox=[262, 1477, 577, 1539]
chevron-right-icon: » bbox=[210, 109, 230, 147]
section-title: ಪ್ರಾದೇಶಿಕ bbox=[630, 10, 729, 48]
cheque-box bbox=[828, 864, 1040, 1050]
iaf-photo-air-marshal bbox=[264, 1206, 580, 1468]
